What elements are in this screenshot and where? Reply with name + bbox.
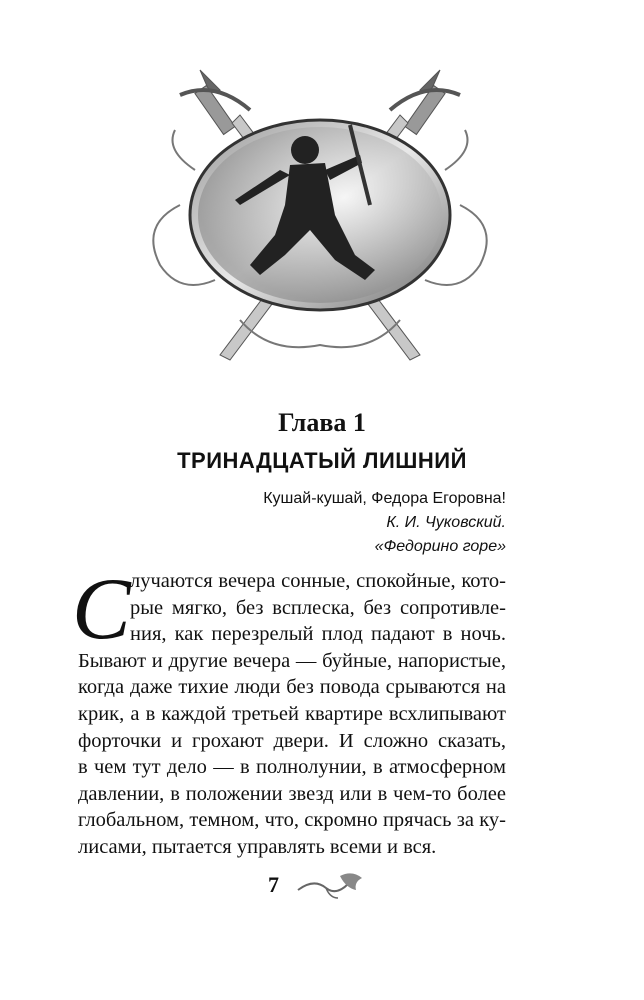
leaf-flourish-icon: [296, 868, 366, 902]
body-line: форточки и грохают двери. И сложно сказать,: [78, 729, 506, 752]
epigraph-author: К. И. Чуковский.: [386, 514, 506, 531]
body-paragraph: [78, 568, 506, 861]
body-line: глобальном, темном, что, скромно прячась за ку-: [78, 809, 506, 832]
epigraph-source: «Федорино горе»: [374, 538, 506, 555]
body-line: крик, а в каждой третьей квартире всхлипывают: [78, 702, 506, 725]
body-line: когда даже тихие люди без повода срываются на: [78, 676, 506, 699]
body-line: рые мягко, без всплеска, без сопротивле-: [130, 596, 506, 619]
chapter-emblem-icon: [120, 55, 520, 375]
body-line: в чем тут дело — в полнолунии, в атмосферном: [78, 756, 506, 779]
page-number: 7: [268, 872, 279, 897]
epigraph: [263, 487, 506, 559]
chapter-title: ТРИНАДЦАТЫЙ ЛИШНИЙ: [177, 448, 467, 473]
body-line: лисами, пытается управлять всеми и вся.: [78, 835, 437, 858]
body-line: ния, как перезрелый плод падают в ночь.: [130, 623, 506, 646]
body-line: давлении, в положении звезд или в чем-то более: [78, 782, 506, 805]
chapter-number: Глава 1: [278, 408, 366, 437]
drop-cap: С: [72, 561, 131, 658]
body-line: Бывают и другие вечера — буйные, напористые,: [78, 649, 506, 672]
body-line: лучаются вечера сонные, спокойные, кото-: [130, 570, 506, 592]
epigraph-quote: Кушай-кушай, Федора Егоровна!: [263, 490, 506, 507]
